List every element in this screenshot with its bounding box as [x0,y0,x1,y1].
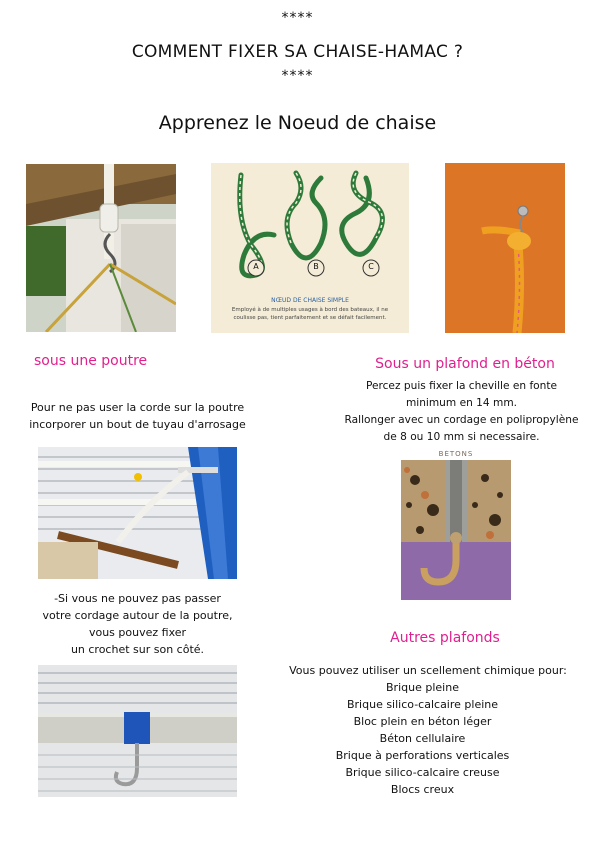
side-hook-photo [38,665,237,797]
beam-text-line: incorporer un bout de tuyau d'arrosage [29,418,246,431]
knot-label-a: A [253,262,259,271]
knot-caption-title: NŒUD DE CHAISE SIMPLE [271,297,349,304]
hose-beam-photo [38,447,237,579]
concrete-text-line: Percez puis fixer la cheville en fonte [365,380,558,392]
material-item: Brique à perforations verticales [335,749,510,762]
concrete-image-label: BÉTONS [438,450,474,458]
knot-caption-line1: Employé à de multiples usages à bord des bateaux, il ne [231,307,389,313]
knot-label-c: C [368,262,374,271]
stars-top: **** [281,10,314,26]
side-hook-text-line: votre cordage autour de la poutre, [42,609,233,622]
concrete-text [328,378,595,446]
concrete-text-line: Rallonger avec un cordage en polipropylène [344,414,579,426]
side-hook-text-line: vous pouvez fixer [88,626,187,639]
knot-diagram [211,163,409,333]
ceiling-anchor-photo [445,163,565,333]
material-item: Bloc plein en béton léger [353,715,492,728]
other-intro: Vous pouvez utiliser un scellement chimique pour: [289,664,567,677]
concrete-text-line: de 8 ou 10 mm si necessaire. [383,431,540,443]
material-item: Blocs creux [390,783,455,796]
material-item: Brique silico-calcaire creuse [345,766,500,779]
beam-rope-photo [26,164,176,332]
side-hook-text-line: un crochet sur son côté. [70,643,205,656]
page-title: COMMENT FIXER SA CHAISE-HAMAC ? [131,42,464,62]
page-subtitle: Apprenez le Noeud de chaise [158,112,437,134]
side-hook-text-line: -Si vous ne pouvez pas passer [54,592,221,605]
material-list [300,679,545,798]
beam-text-line: Pour ne pas user la corde sur la poutre [30,401,245,414]
knot-caption-line2: coulisse pas, tient parfaitement et se défait facilement. [233,315,387,321]
material-item: Béton cellulaire [379,732,466,745]
concrete-anchor-photo [395,450,517,608]
knot-label-b: B [313,262,319,271]
concrete-text-line: minimum en 14 mm. [405,397,518,409]
material-item: Brique silico-calcaire pleine [346,698,499,711]
beam-text [10,399,265,433]
side-hook-text [10,590,265,658]
stars-bottom: **** [281,68,314,84]
section-heading-beam: sous une poutre [34,353,148,369]
section-heading-other: Autres plafonds [390,630,500,646]
material-item: Brique pleine [386,681,459,694]
section-heading-concrete: Sous un plafond en béton [375,356,555,372]
